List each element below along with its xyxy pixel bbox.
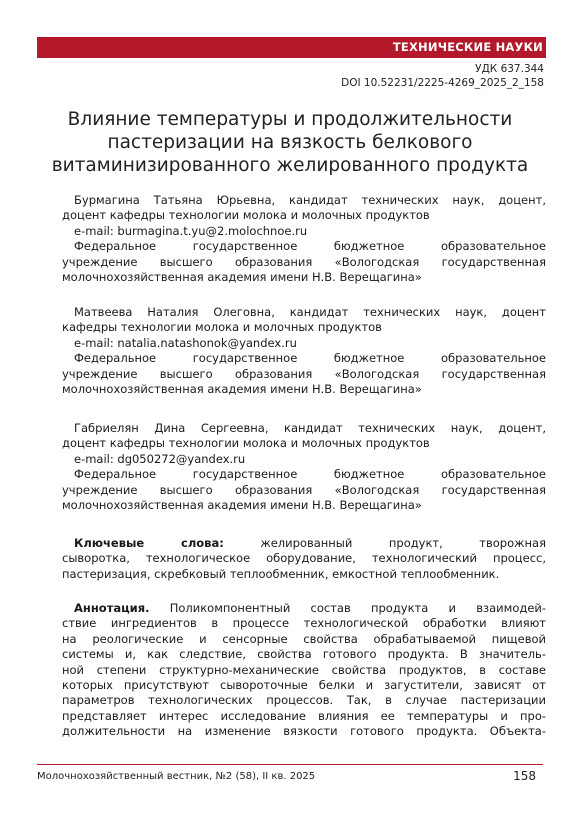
- abstract-line: [62, 601, 546, 616]
- author-affiliation: учреждение высшего образования «Вологодская государственная: [62, 254, 546, 269]
- article-meta: [341, 62, 544, 90]
- abstract-line: должительности на изменение вязкости готового продукта. Объекта-: [62, 724, 546, 739]
- author-affiliation: молочнохозяйственная академия имени Н.В. Верещагина»: [62, 270, 422, 285]
- footer-rule: [37, 764, 543, 765]
- author-email[interactable]: e-mail: dg050272@yandex.ru: [74, 451, 246, 466]
- abstract-line: представляет интерес исследование влияния ее температуры и про-: [62, 708, 546, 723]
- keywords-line: сыворотка, технологическое оборудование, технологический процесс,: [62, 551, 546, 566]
- udc-code: УДК 637.344: [475, 63, 544, 75]
- title-line: пастеризации на вязкость белкового: [107, 132, 473, 153]
- author-name: Габриелян Дина Сергеевна, кандидат технических наук, доцент,: [74, 421, 546, 435]
- keywords-line: [62, 536, 546, 551]
- author-email[interactable]: e-mail: natalia.natashonok@yandex.ru: [74, 335, 297, 350]
- author-affiliation: Федеральное государственное бюджетное образовательное: [74, 467, 546, 482]
- abstract-line: ствие ингредиентов в процессе технологической обработки влияют: [62, 616, 546, 631]
- author-name: Матвеева Наталия Олеговна, кандидат технических наук, доцент: [74, 305, 546, 319]
- abstract-line: ной степени структурно-механические свойства продуктов, в составе: [62, 662, 546, 677]
- author-position: доцент кафедры технологии молока и молочных продуктов: [62, 208, 430, 223]
- abstract-label: Аннотация.: [74, 601, 150, 615]
- section-label: ТЕХНИЧЕСКИЕ НАУКИ: [392, 40, 543, 54]
- author-email[interactable]: e-mail: burmagina.t.yu@2.molochnoe.ru: [74, 223, 308, 238]
- keywords-line: пастеризация, скребковый теплообменник, емкостной теплообменник.: [62, 566, 500, 581]
- keywords-label: Ключевые слова:: [74, 536, 224, 550]
- section-banner: [37, 37, 546, 58]
- author-affiliation: молочнохозяйственная академия имени Н.В. Верещагина»: [62, 498, 422, 513]
- doi: DOI 10.52231/2225-4269_2025_2_158: [341, 77, 544, 89]
- journal-citation: Молочнохозяйственный вестник, №2 (58), II кв. 2025: [37, 771, 316, 782]
- keywords-text: желированный продукт, творожная: [260, 536, 546, 550]
- author-block: [62, 305, 546, 397]
- title-line: витаминизированного желированного продукта: [51, 155, 529, 176]
- abstract-line: системы и, как следствие, свойства готового продукта. В значитель-: [62, 647, 546, 662]
- abstract-line: которых присутствуют сывороточные белки и загустители, зависят от: [62, 678, 546, 693]
- author-affiliation: Федеральное государственное бюджетное образовательное: [74, 351, 546, 366]
- author-block: [62, 193, 546, 285]
- author-affiliation: учреждение высшего образования «Вологодская государственная: [62, 482, 546, 497]
- title-line: Влияние температуры и продолжительности: [67, 109, 513, 130]
- page-number: 158: [513, 769, 536, 783]
- author-name: Бурмагина Татьяна Юрьевна, кандидат технических наук, доцент,: [74, 193, 546, 207]
- author-position: доцент кафедры технологии молока и молочных продуктов: [62, 436, 430, 451]
- abstract-block: [62, 601, 546, 740]
- author-block: [62, 421, 546, 513]
- article-title: [50, 108, 530, 177]
- keywords-block: [62, 536, 546, 582]
- author-affiliation: Федеральное государственное бюджетное образовательное: [74, 239, 546, 254]
- abstract-text: Поликомпонентный состав продукта и взаимодей-: [169, 601, 547, 615]
- author-affiliation: молочнохозяйственная академия имени Н.В. Верещагина»: [62, 382, 422, 397]
- author-affiliation: учреждение высшего образования «Вологодская государственная: [62, 366, 546, 381]
- abstract-line: параметров технологических процессов. Так, в случае пастеризации: [62, 693, 546, 708]
- author-position: кафедры технологии молока и молочных продуктов: [62, 320, 382, 335]
- abstract-line: на реологические и сенсорные свойства обрабатываемой пищевой: [62, 631, 546, 646]
